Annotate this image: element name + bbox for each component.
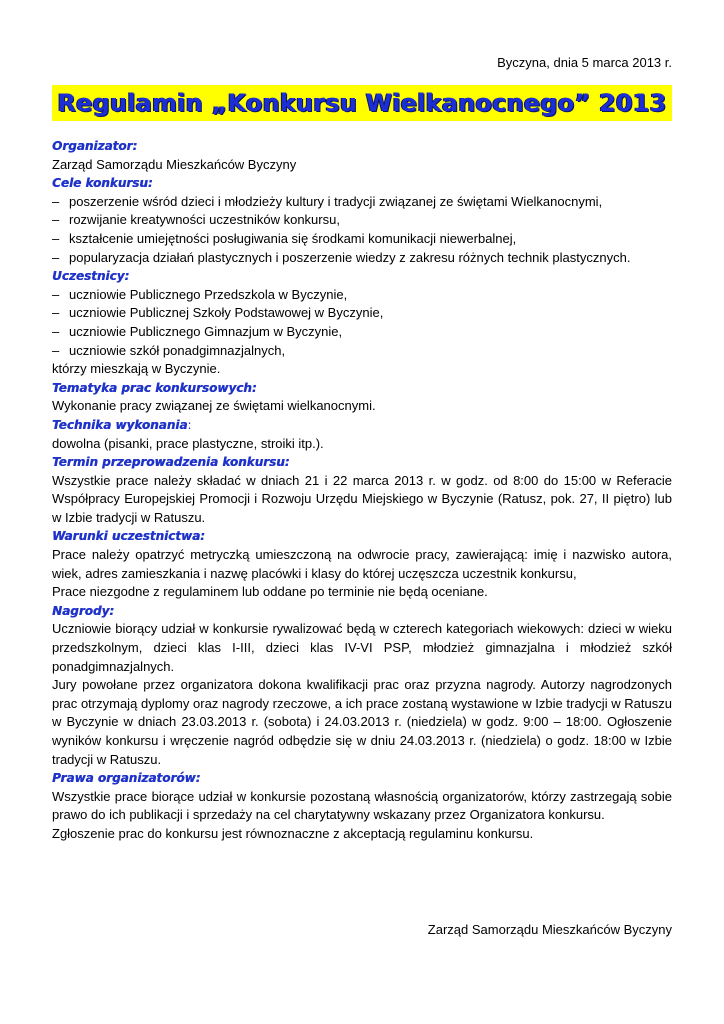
rights-note: Zgłoszenie prac do konkursu jest równoznaczne z akceptacją regulaminu konkursu. [52,825,534,841]
list-item: – uczniowie szkół ponadgimnazjalnych, [52,342,672,361]
section-heading-schedule: Termin przeprowadzenia konkursu: [52,455,290,470]
conditions-note: Prace niezgodne z regulaminem lub oddane po terminie nie będą oceniane. [52,584,488,600]
technique-text: dowolna (pisanki, prace plastyczne, stroiki itp.). [52,435,324,451]
document-title: Regulamin „Konkursu Wielkanocnego” 2013 [57,89,667,117]
section-heading-prizes: Nagrody: [52,603,115,618]
section-heading-goals: Cele konkursu: [52,176,153,191]
theme-text: Wykonanie pracy związanej ze świętami wielkanocnymi. [52,398,376,414]
list-item: – kształcenie umiejętności posługiwania się środkami komunikacji niewerbalnej, [52,230,672,249]
prizes-jury-text: Jury powołane przez organizatora dokona kwalifikacji prac oraz przyzna nagrody. Autorzy nagrodzonych prac otrzymają dyplomy oraz nagrody rzeczowe, a ich prace zostaną wystawione w Izbie tradycji w Ratuszu w Byczynie w dniach 23.03.2013 r. (sobota) i 24.03.2013 r. (niedziela) w godz. 9:00 – 18:00. Ogłoszenie wyników konkursu i wręczenie nagród odbędzie się w dniu 24.03.2013 r. (niedziela) o godz. 18:00 w Izbie tradycji w Ratuszu. [52,677,672,767]
section-heading-participants: Uczestnicy: [52,269,130,284]
list-item: – poszerzenie wśród dzieci i młodzieży kultury i tradycji związanej ze świętami Wielkanocnymi, [52,193,672,212]
document-date: Byczyna, dnia 5 marca 2013 r. [497,55,672,70]
rights-text: Wszystkie prace biorące udział w konkursie pozostaną własnością organizatorów, którzy zastrzegają sobie prawo do ich publikacji i sprzedaży na cel charytatywny wskazany przez Organizatora konkursu. [52,788,672,823]
prizes-categories-text: Uczniowie biorący udział w konkursie rywalizować będą w czterech kategoriach wiekowych: dzieci w wieku przedszkolnym, dzieci klas I-III, dzieci klas IV-VI PSP, młodzież gimnazjalna i młodzież szkół ponadgimnazjalnych. [52,621,672,674]
list-item: – rozwijanie kreatywności uczestników konkursu, [52,211,672,230]
section-heading-rights: Prawa organizatorów: [52,771,201,786]
list-item: – uczniowie Publicznego Gimnazjum w Byczynie, [52,323,672,342]
list-item: – uczniowie Publicznego Przedszkola w Byczynie, [52,286,672,305]
technique-heading-colon: : [187,417,192,432]
section-heading-theme: Tematyka prac konkursowych: [52,380,257,395]
section-heading-conditions: Warunki uczestnictwa: [52,529,205,544]
section-heading-organizer: Organizator: [52,139,138,153]
document-signature: Zarząd Samorządu Mieszkańców Byczyny [427,922,672,937]
list-item: – popularyzacja działań plastycznych i poszerzenie wiedzy z zakresu różnych technik plastycznych. [52,249,672,268]
participants-list [52,286,672,360]
participants-note: którzy mieszkają w Byczynie. [52,361,221,377]
conditions-text: Prace należy opatrzyć metryczką umieszczoną na odwrocie pracy, zawierającą: imię i nazwisko autora, wiek, adres zamieszkania i nazwę placówki i klasy do której uczęszcza uczestnik konkursu, [52,547,672,581]
document-body [52,137,672,844]
organizer-text: Zarząd Samorządu Mieszkańców Byczyny [52,156,297,172]
technique-heading-label: Technika wykonania [52,417,188,432]
schedule-text: Wszystkie prace należy składać w dniach 21 i 22 marca 2013 r. w godz. od 8:00 do 15:00 w Referacie Współpracy Europejskiej Promocji i Rozwoju Urzędu Miejskiego w Byczynie (Ratusz, pok. 27, II piętro) lub w Izbie tradycji w Ratuszu. [52,472,672,525]
section-heading-technique [52,416,672,435]
goals-list [52,193,672,267]
list-item: – uczniowie Publicznej Szkoły Podstawowej w Byczynie, [52,304,672,323]
title-banner [52,85,672,121]
